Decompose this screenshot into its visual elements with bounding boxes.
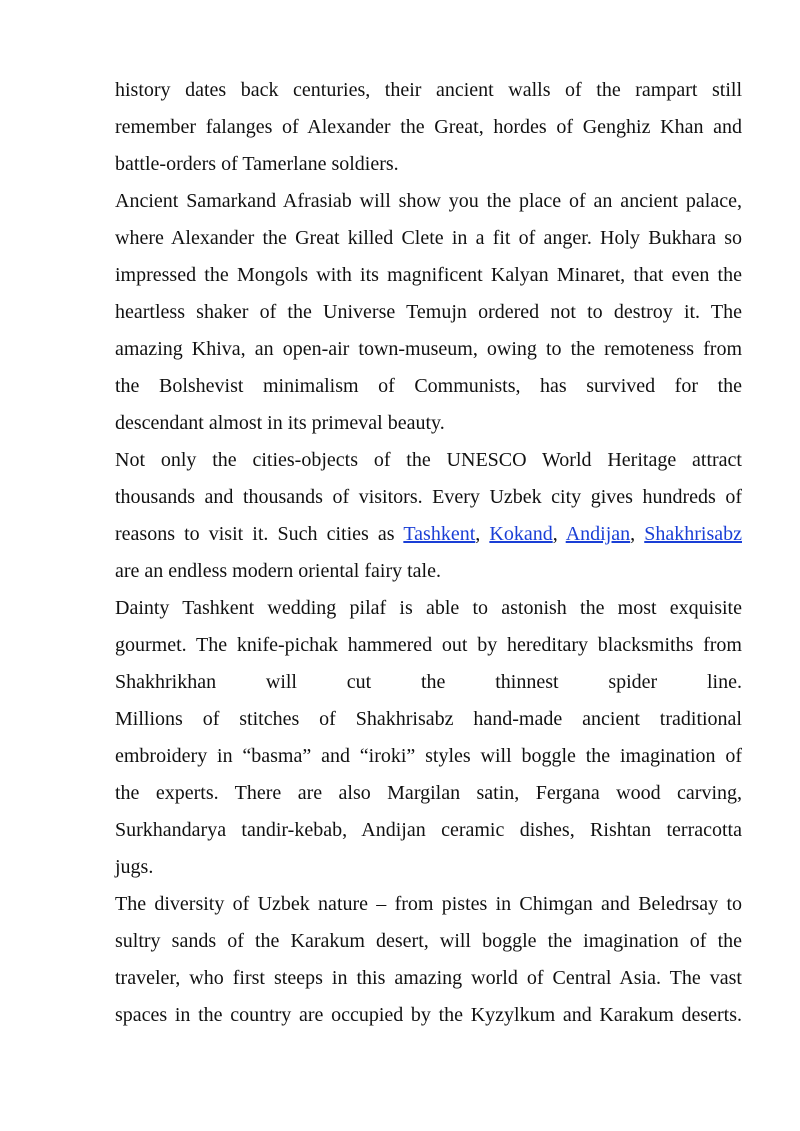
text-line: Ancient Samarkand Afrasiab will show you the place of an ancient palace, — [115, 190, 742, 212]
text-line: jugs. — [115, 856, 154, 878]
link-kokand[interactable]: Kokand — [489, 523, 553, 545]
paragraph-3 — [115, 442, 742, 590]
text-line: amazing Khiva, an open-air town-museum, owing to the remoteness from — [115, 338, 742, 360]
text-line: Surkhandarya tandir-kebab, Andijan ceramic dishes, Rishtan terracotta — [115, 819, 742, 841]
text-line: gourmet. The knife-pichak hammered out by hereditary blacksmiths from — [115, 634, 742, 656]
text-line: Millions of stitches of Shakhrisabz hand-made ancient traditional — [115, 708, 742, 730]
text-line: heartless shaker of the Universe Temujn ordered not to destroy it. The — [115, 301, 742, 323]
link-line-prefix: reasons to visit it. Such cities as — [115, 523, 395, 545]
paragraph-5 — [115, 886, 742, 1034]
link-tashkent[interactable]: Tashkent — [403, 523, 476, 545]
link-separator: , — [552, 523, 558, 545]
text-line: Shakhrikhan will cut the thinnest spider line. — [115, 671, 742, 693]
text-line: traveler, who first steeps in this amazing world of Central Asia. The vast — [115, 967, 742, 989]
link-separator: , — [630, 523, 636, 545]
link-separator: , — [475, 523, 481, 545]
text-line: are an endless modern oriental fairy tale. — [115, 560, 441, 582]
text-line: thousands and thousands of visitors. Every Uzbek city gives hundreds of — [115, 486, 742, 508]
text-line: descendant almost in its primeval beauty. — [115, 412, 445, 434]
text-line: The diversity of Uzbek nature – from pistes in Chimgan and Beledrsay to — [115, 893, 742, 915]
text-line: history dates back centuries, their ancient walls of the rampart still — [115, 79, 742, 101]
text-line-with-links — [115, 516, 742, 553]
text-line: spaces in the country are occupied by the Kyzylkum and Karakum deserts. — [115, 1004, 742, 1026]
text-line: sultry sands of the Karakum desert, will boggle the imagination of the — [115, 930, 742, 952]
text-line: impressed the Mongols with its magnificent Kalyan Minaret, that even the — [115, 264, 742, 286]
text-line: the experts. There are also Margilan satin, Fergana wood carving, — [115, 782, 742, 804]
paragraph-2 — [115, 183, 742, 442]
document-page — [115, 72, 742, 1034]
paragraph-1 — [115, 72, 742, 183]
text-line: the Bolshevist minimalism of Communists, has survived for the — [115, 375, 742, 397]
text-line: embroidery in “basma” and “iroki” styles will boggle the imagination of — [115, 745, 742, 767]
link-andijan[interactable]: Andijan — [565, 523, 631, 545]
text-line: remember falanges of Alexander the Great, hordes of Genghiz Khan and — [115, 116, 742, 138]
text-line: battle-orders of Tamerlane soldiers. — [115, 153, 399, 175]
text-line: Dainty Tashkent wedding pilaf is able to astonish the most exquisite — [115, 597, 742, 619]
text-line: where Alexander the Great killed Clete in a fit of anger. Holy Bukhara so — [115, 227, 742, 249]
paragraph-4 — [115, 590, 742, 886]
text-line: Not only the cities-objects of the UNESCO World Heritage attract — [115, 449, 742, 471]
link-shakhrisabz[interactable]: Shakhrisabz — [644, 523, 742, 545]
